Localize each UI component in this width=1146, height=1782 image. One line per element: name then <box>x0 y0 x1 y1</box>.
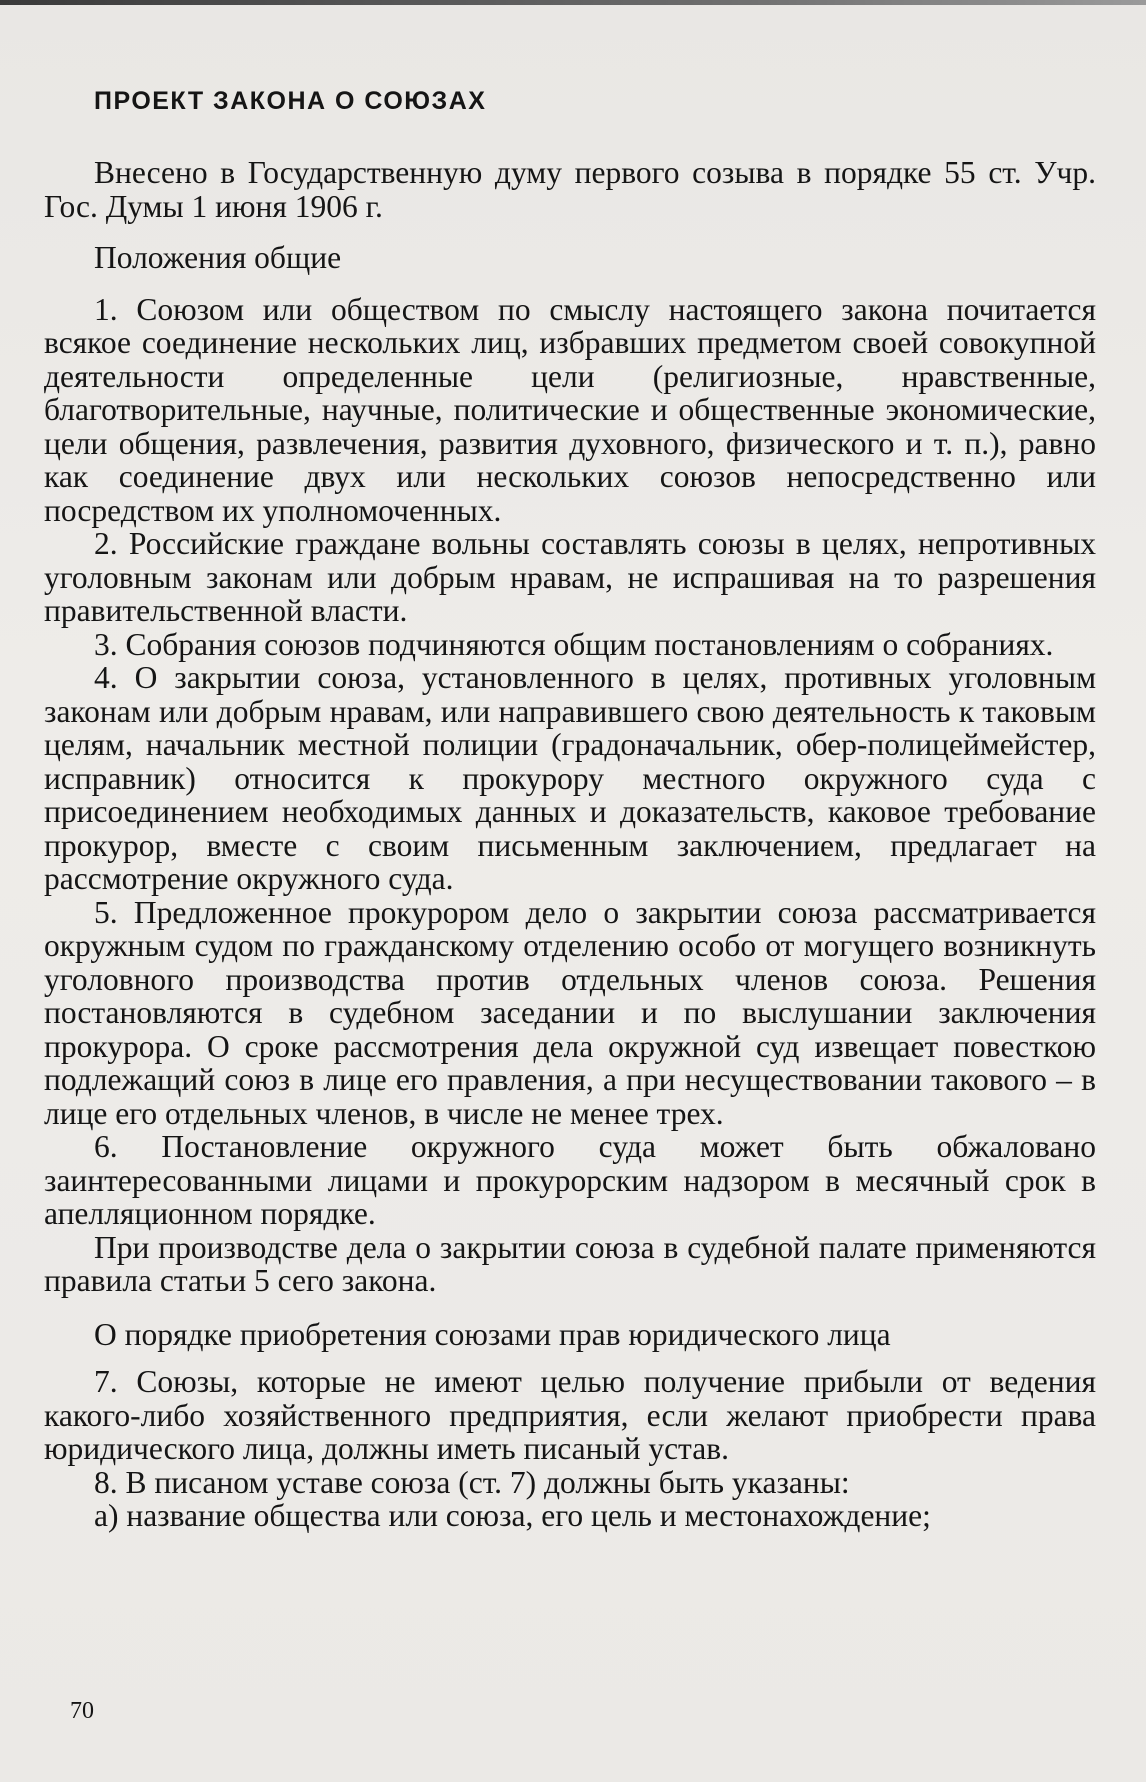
section-heading-legal-entity: О порядке приобретения союзами прав юридического лица <box>94 1316 891 1352</box>
page-top-edge <box>0 0 1146 5</box>
article-1: 1. Союзом или обществом по смыслу настоящего закона почитается всякое соединение нескольких лиц, избравших предметом своей совокупной деятельности определенные цели (религиозные, нравственные, благотворительные, научные, политические и общественные экономические, цели общения, развлечения, развития духовного, физического и т. п.), равно как соединение двух или нескольких союзов непосредственно или посредством их уполномоченных. <box>44 291 1096 528</box>
article-3: 3. Собрания союзов подчиняются общим постановлениям о собраниях. <box>94 626 1054 662</box>
document-title: ПРОЕКТ ЗАКОНА О СОЮЗАХ <box>94 87 487 115</box>
article-5: 5. Предложенное прокурором дело о закрытии союза рассматривается окружным судом по гражданскому отделению особо от могущего возникнуть уголовного производства против отдельных членов союза. Решения постановляются в судебном заседании и по выслушании заключения прокурора. О сроке рассмотрения дела окружной суд извещает повесткою подлежащий союз в лице его правления, а при несуществовании такового – в лице его отдельных членов, в числе не менее трех. <box>44 894 1096 1131</box>
article-6-continuation: При производстве дела о закрытии союза в судебной палате применяются правила статьи 5 сего закона. <box>44 1229 1096 1298</box>
page-number: 70 <box>70 1698 94 1724</box>
article-6: 6. Постановление окружного суда может быть обжаловано заинтересованными лицами и прокурорским надзором в месячный срок в апелляционном порядке. <box>44 1129 1096 1231</box>
article-4: 4. О закрытии союза, установленного в целях, противных уголовным законам или добрым нравам, или направившего свою деятельность к таковым целям, начальник местной полиции (градоначальник, обер-полицеймейстер, исправник) относится к прокурору местного окружного суда с присоединением необходимых данных и доказательств, каковое требование прокурор, вместе с своим письменным заключением, предлагает на рассмотрение окружного суда. <box>44 660 1096 896</box>
intro-paragraph: Внесено в Государственную думу первого созыва в порядке 55 ст. Учр. Гос. Думы 1 июня 1906 г. <box>44 155 1096 224</box>
article-2: 2. Российские граждане вольны составлять союзы в целях, непротивных уголовным законам или добрым нравам, не испрашивая на то разрешения правительственной власти. <box>44 526 1096 628</box>
article-8-item-a: а) название общества или союза, его цель и местонахождение; <box>94 1498 931 1533</box>
article-8: 8. В писаном уставе союза (ст. 7) должны быть указаны: <box>94 1464 850 1500</box>
section-heading-general: Положения общие <box>94 240 342 275</box>
page-content <box>44 86 1096 1533</box>
article-7: 7. Союзы, которые не имеют целью получение прибыли от ведения какого-либо хозяйственного предприятия, если желают приобрести права юридического лица, должны иметь писаный устав. <box>44 1364 1096 1466</box>
